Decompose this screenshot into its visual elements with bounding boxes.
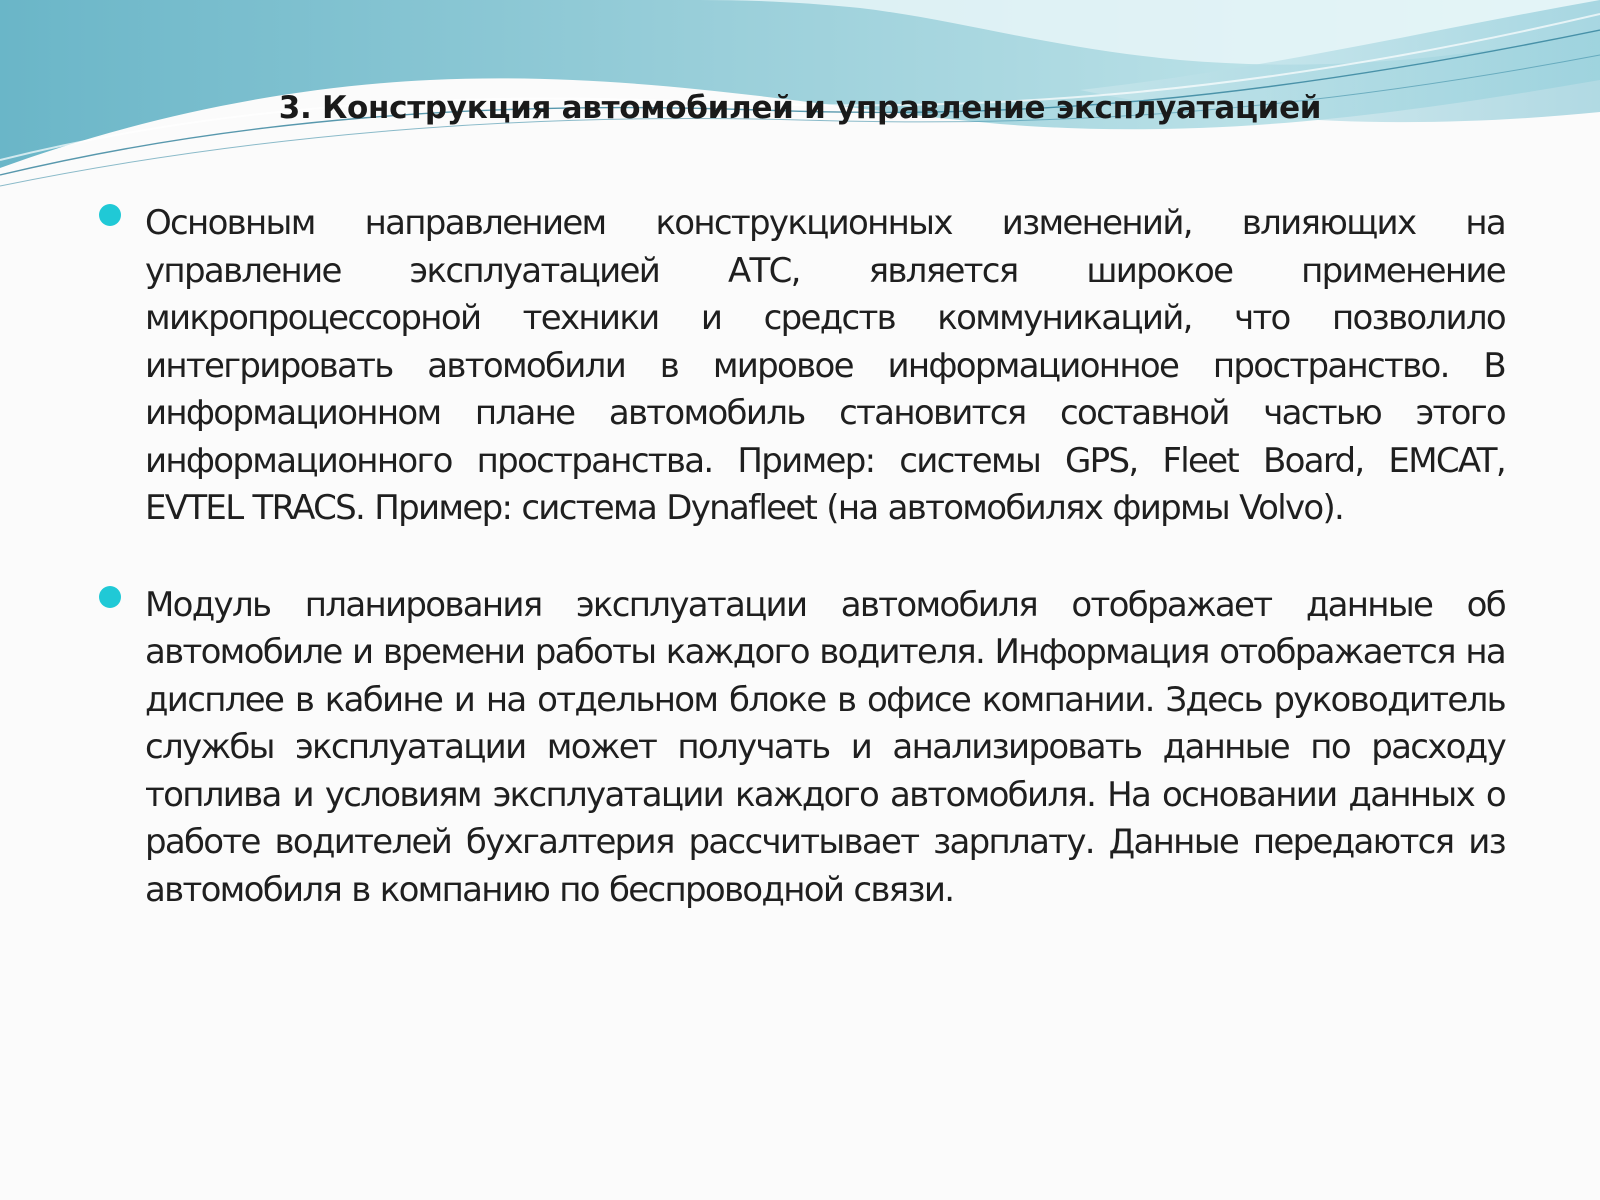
bullet-item (95, 582, 1505, 915)
bullet-item (95, 200, 1505, 533)
slide-title: 3. Конструкция автомобилей и управление эксплуатацией (278, 90, 1322, 126)
bullet-dot-icon (99, 204, 121, 226)
bullet-text: Основным направлением конструкционных изменений, влияющих на управление эксплуатацией АТС, является широкое применение микропроцессорной техники и средств коммуникаций, что позволило интегрировать автомобили в мировое информационное пространство. В информационном плане автомобиль становится составной частью этого информационного пространства. Пример: системы GPS, Fleet Board, EMCAT, EVTEL TRACS. Пример: система Dynafleet (на автомобилях фирмы Volvo). (145, 203, 1505, 528)
bullet-list (95, 200, 1505, 914)
bullet-text: Модуль планирования эксплуатации автомобиля отображает данные об автомобиле и времени работы каждого водителя. Информация отображается на дисплее в кабине и на отдельном блоке в офисе компании. Здесь руководитель службы эксплуатации может получать и анализировать данные по расходу топлива и условиям эксплуатации каждого автомобиля. На основании данных о работе водителей бухгалтерия рассчитывает зарплату. Данные передаются из автомобиля в компанию по беспроводной связи. (145, 584, 1505, 910)
bullet-dot-icon (99, 586, 121, 608)
